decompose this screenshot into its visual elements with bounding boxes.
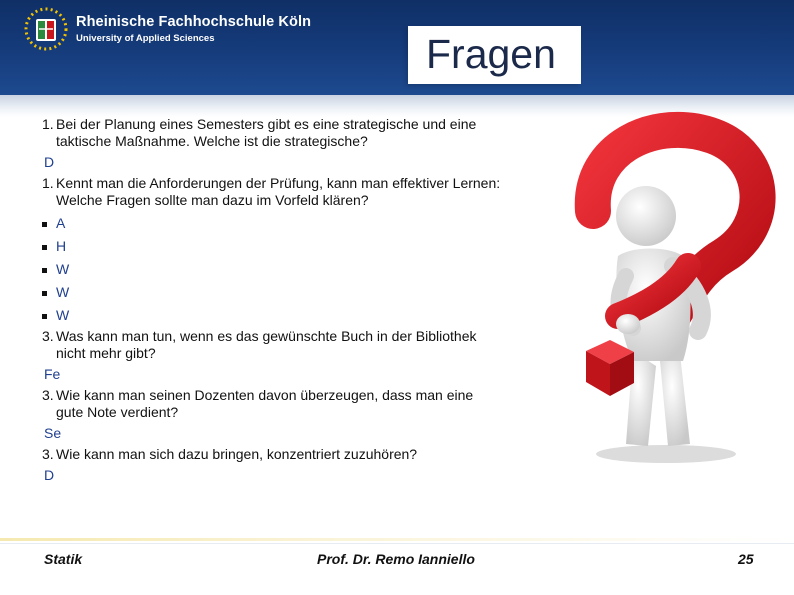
- question-number: 3.: [42, 446, 54, 462]
- question-text: Bei der Planung eines Semesters gibt es eine strategische und eine: [56, 116, 477, 132]
- question-text: Wie kann man sich dazu bringen, konzentriert zuzuhören?: [56, 446, 418, 462]
- bullet-item: A: [36, 215, 566, 232]
- question-3: [36, 328, 566, 362]
- answer-4: Se: [44, 425, 62, 441]
- question-number: 1.: [42, 175, 54, 191]
- bullet-item: W: [36, 261, 566, 278]
- footer-author: Prof. Dr. Remo Ianniello: [317, 551, 475, 567]
- question-2: [36, 175, 566, 209]
- university-name: Rheinische Fachhochschule Köln: [76, 14, 312, 30]
- question-1: [36, 116, 566, 150]
- answer-5: D: [44, 467, 55, 483]
- question-mark-figure-icon: [548, 106, 794, 476]
- question-number: 3.: [42, 328, 54, 344]
- question-list: [36, 116, 566, 484]
- footer-course: Statik: [44, 551, 83, 567]
- page-number: 25: [738, 551, 754, 567]
- bullet-item: W: [36, 284, 566, 301]
- question-5: [36, 446, 566, 463]
- question-number: 3.: [42, 387, 54, 403]
- question-number: 1.: [42, 116, 54, 132]
- question-text: Was kann man tun, wenn es das gewünschte Buch in der Bibliothek: [56, 328, 477, 344]
- footer-divider: [0, 538, 794, 541]
- bullet-item: H: [36, 238, 566, 255]
- question-text: nicht mehr gibt?: [56, 345, 156, 361]
- footer-divider-thin: [0, 543, 794, 544]
- bullet-item: W: [36, 307, 566, 324]
- question-text: Welche Fragen sollte man dazu im Vorfeld klären?: [56, 192, 369, 208]
- university-subtitle: University of Applied Sciences: [76, 33, 215, 44]
- question-text: Wie kann man seinen Dozenten davon überzeugen, dass man eine: [56, 387, 474, 403]
- answer-3: Fe: [44, 366, 61, 382]
- university-logo-icon: [24, 7, 68, 51]
- question-text: gute Note verdient?: [56, 404, 179, 420]
- question-text: Kennt man die Anforderungen der Prüfung, kann man effektiver Lernen:: [56, 175, 501, 191]
- page-title: Fragen: [426, 31, 556, 77]
- question-text: taktische Maßnahme. Welche ist die strategische?: [56, 133, 368, 149]
- answer-1: D: [44, 154, 55, 170]
- question-4: [36, 387, 566, 421]
